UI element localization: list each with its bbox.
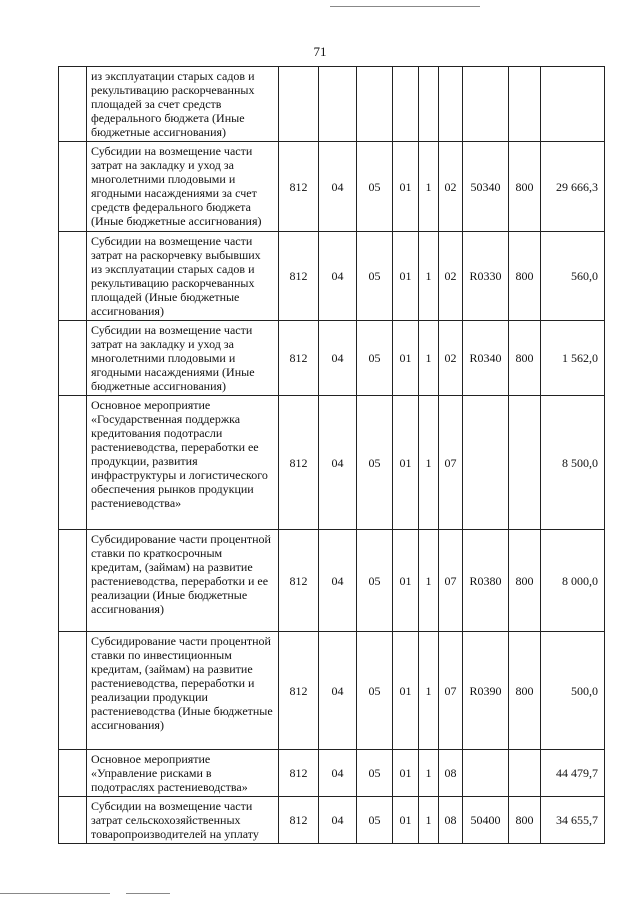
row-index-cell <box>59 321 87 396</box>
row-index-cell <box>59 632 87 750</box>
subprogram-cell: 1 <box>419 530 439 632</box>
section-cell: 04 <box>319 632 357 750</box>
section-cell: 04 <box>319 530 357 632</box>
ministry-cell: 812 <box>279 396 319 530</box>
program-cell: 01 <box>393 321 419 396</box>
row-index-cell <box>59 530 87 632</box>
description-cell: Основное мероприятие «Государственная поддержка кредитования подотрасли растениеводства, переработки ее продукции, развития инфраструктуры и логистического обеспечения рынков продукции растениеводства» <box>87 396 279 530</box>
description-cell: Субсидирование части процентной ставки по краткосрочным кредитам, (займам) на развитие растениеводства, переработки и ее реализации (Иные бюджетные ассигнования) <box>87 530 279 632</box>
table-row <box>59 530 605 632</box>
event-cell <box>439 67 463 142</box>
section-cell: 04 <box>319 321 357 396</box>
event-cell: 08 <box>439 750 463 797</box>
subsection-cell: 05 <box>357 321 393 396</box>
description-cell: из эксплуатации старых садов и рекультивацию раскорчеванных площадей за счет средств федерального бюджета (Иные бюджетные ассигнования) <box>87 67 279 142</box>
scan-edge-bottom <box>0 893 110 894</box>
amount-cell: 44 479,7 <box>541 750 605 797</box>
subprogram-cell <box>419 67 439 142</box>
subprogram-cell: 1 <box>419 797 439 844</box>
subsection-cell: 05 <box>357 750 393 797</box>
direction-cell: R0330 <box>463 232 509 321</box>
subsection-cell: 05 <box>357 530 393 632</box>
subprogram-cell: 1 <box>419 142 439 232</box>
scan-edge-top <box>330 6 480 7</box>
expense-type-cell: 800 <box>509 232 541 321</box>
expense-type-cell: 800 <box>509 632 541 750</box>
expense-type-cell: 800 <box>509 142 541 232</box>
expense-type-cell: 800 <box>509 530 541 632</box>
direction-cell: R0380 <box>463 530 509 632</box>
program-cell: 01 <box>393 632 419 750</box>
subprogram-cell: 1 <box>419 750 439 797</box>
subprogram-cell: 1 <box>419 321 439 396</box>
event-cell: 07 <box>439 396 463 530</box>
direction-cell: 50400 <box>463 797 509 844</box>
page-number: 71 <box>313 44 327 59</box>
row-index-cell <box>59 396 87 530</box>
section-cell: 04 <box>319 232 357 321</box>
program-cell: 01 <box>393 232 419 321</box>
ministry-cell <box>279 67 319 142</box>
section-cell: 04 <box>319 396 357 530</box>
section-cell: 04 <box>319 750 357 797</box>
ministry-cell: 812 <box>279 530 319 632</box>
direction-cell <box>463 750 509 797</box>
table-row <box>59 750 605 797</box>
description-cell: Субсидии на возмещение части затрат сельскохозяйственных товаропроизводителей на уплату <box>87 797 279 844</box>
expense-type-cell: 800 <box>509 797 541 844</box>
program-cell: 01 <box>393 396 419 530</box>
event-cell: 02 <box>439 321 463 396</box>
program-cell: 01 <box>393 797 419 844</box>
expense-type-cell <box>509 396 541 530</box>
row-index-cell <box>59 750 87 797</box>
amount-cell: 8 500,0 <box>541 396 605 530</box>
ministry-cell: 812 <box>279 750 319 797</box>
subsection-cell: 05 <box>357 142 393 232</box>
event-cell: 07 <box>439 632 463 750</box>
table-row <box>59 396 605 530</box>
row-index-cell <box>59 232 87 321</box>
amount-cell: 34 655,7 <box>541 797 605 844</box>
table-row <box>59 232 605 321</box>
ministry-cell: 812 <box>279 797 319 844</box>
subprogram-cell: 1 <box>419 632 439 750</box>
row-index-cell <box>59 797 87 844</box>
expense-type-cell <box>509 67 541 142</box>
section-cell: 04 <box>319 142 357 232</box>
expense-type-cell: 800 <box>509 321 541 396</box>
amount-cell: 500,0 <box>541 632 605 750</box>
subprogram-cell: 1 <box>419 396 439 530</box>
amount-cell <box>541 67 605 142</box>
direction-cell: R0390 <box>463 632 509 750</box>
subsection-cell: 05 <box>357 396 393 530</box>
description-cell: Субсидирование части процентной ставки по инвестиционным кредитам, (займам) на развитие растениеводства, переработки и реализации продукции растениеводства (Иные бюджетные ассигнования) <box>87 632 279 750</box>
row-index-cell <box>59 67 87 142</box>
amount-cell: 29 666,3 <box>541 142 605 232</box>
expense-type-cell <box>509 750 541 797</box>
section-cell <box>319 67 357 142</box>
table-row <box>59 142 605 232</box>
event-cell: 02 <box>439 142 463 232</box>
description-cell: Основное мероприятие «Управление рисками в подотраслях растениеводства» <box>87 750 279 797</box>
subsection-cell: 05 <box>357 797 393 844</box>
table-row <box>59 632 605 750</box>
ministry-cell: 812 <box>279 632 319 750</box>
table-row <box>59 797 605 844</box>
scan-edge-bottom-2 <box>126 893 170 894</box>
direction-cell: R0340 <box>463 321 509 396</box>
event-cell: 07 <box>439 530 463 632</box>
ministry-cell: 812 <box>279 321 319 396</box>
table-row <box>59 67 605 142</box>
description-cell: Субсидии на возмещение части затрат на закладку и уход за многолетними плодовыми и ягодными насаждениями за счет средств федерального бюджета (Иные бюджетные ассигнования) <box>87 142 279 232</box>
program-cell: 01 <box>393 142 419 232</box>
ministry-cell: 812 <box>279 232 319 321</box>
event-cell: 02 <box>439 232 463 321</box>
amount-cell: 8 000,0 <box>541 530 605 632</box>
ministry-cell: 812 <box>279 142 319 232</box>
direction-cell <box>463 67 509 142</box>
subsection-cell: 05 <box>357 232 393 321</box>
amount-cell: 1 562,0 <box>541 321 605 396</box>
description-cell: Субсидии на возмещение части затрат на закладку и уход за многолетними плодовыми и ягодными насаждениями (Иные бюджетные ассигнования) <box>87 321 279 396</box>
row-index-cell <box>59 142 87 232</box>
program-cell: 01 <box>393 530 419 632</box>
section-cell: 04 <box>319 797 357 844</box>
program-cell <box>393 67 419 142</box>
description-cell: Субсидии на возмещение части затрат на раскорчевку выбывших из эксплуатации старых садов и рекультивацию раскорчеванных площадей (Иные бюджетные ассигнования) <box>87 232 279 321</box>
direction-cell: 50340 <box>463 142 509 232</box>
direction-cell <box>463 396 509 530</box>
amount-cell: 560,0 <box>541 232 605 321</box>
subsection-cell <box>357 67 393 142</box>
subprogram-cell: 1 <box>419 232 439 321</box>
program-cell: 01 <box>393 750 419 797</box>
table-row <box>59 321 605 396</box>
event-cell: 08 <box>439 797 463 844</box>
budget-table <box>58 66 605 844</box>
subsection-cell: 05 <box>357 632 393 750</box>
